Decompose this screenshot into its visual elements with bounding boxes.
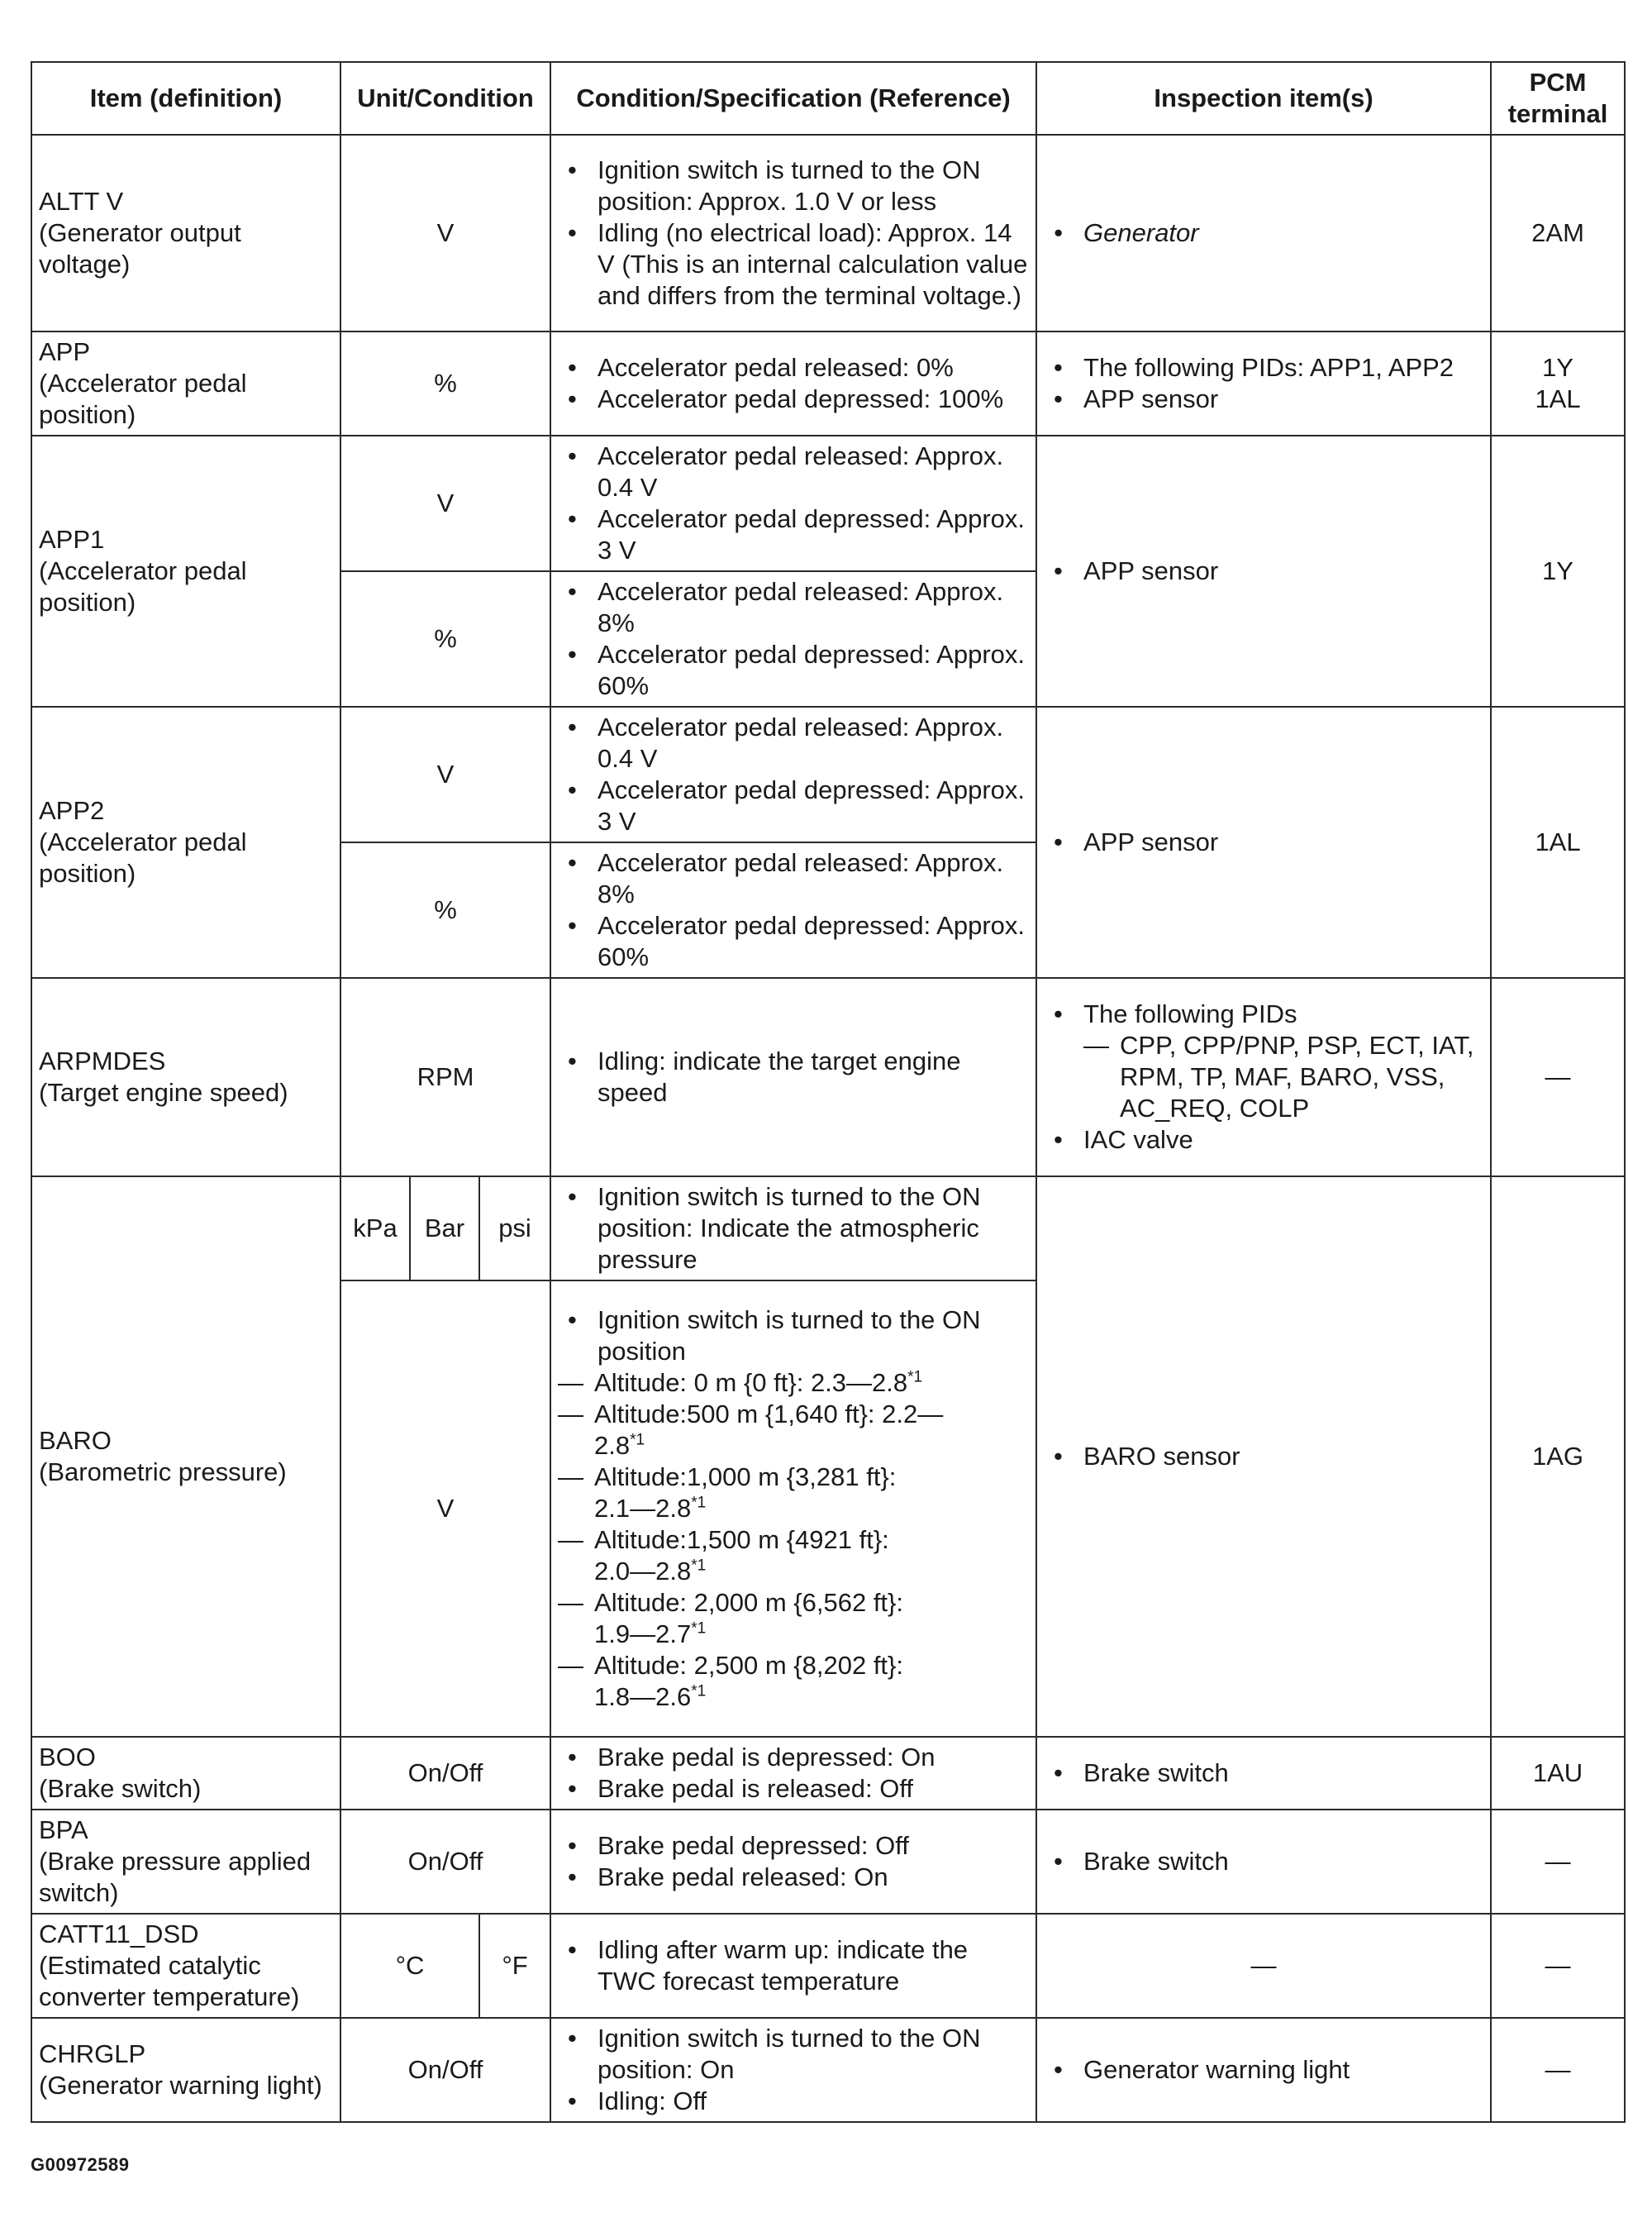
altitude-value: 2.8 [594, 1431, 631, 1460]
spec-item: • Accelerator pedal released: Approx. 0.4 V [558, 712, 1029, 775]
spec-item: • Ignition switch is turned to the ON position: Approx. 1.0 V or less [558, 155, 1029, 217]
unit-cell: V [340, 1280, 550, 1737]
inspection-cell [1036, 707, 1491, 978]
inspection-item: • The following PIDs: APP1, APP2 [1044, 352, 1483, 384]
spec-heading: Ignition switch is turned to the ON position [597, 1305, 981, 1366]
altitude-item [558, 1462, 1029, 1524]
spec-item: • Idling (no electrical load): Approx. 14 V (This is an internal calculation value and differs from the terminal voltage.) [558, 217, 1029, 312]
item-cell [31, 1176, 340, 1737]
spec-cell [550, 1737, 1036, 1810]
pcm-cell: — [1491, 2018, 1625, 2122]
inspection-item: • APP sensor [1044, 827, 1483, 858]
item-name: BOO [39, 1743, 96, 1772]
spec-item: • Ignition switch is turned to the ON position: On [558, 2023, 1029, 2086]
footnote-mark: *1 [630, 1431, 645, 1449]
unit-fahrenheit: °F [479, 1914, 550, 2018]
spec-item: • Brake pedal is released: Off [558, 1773, 1029, 1805]
item-cell [31, 436, 340, 707]
pcm-terminal: 1AL [1535, 384, 1581, 413]
footnote-mark: *1 [691, 1619, 707, 1638]
row-app [31, 331, 1625, 436]
spec-cell [550, 1810, 1036, 1914]
spec-item: • Idling after warm up: indicate the TWC forecast temperature [558, 1934, 1029, 1997]
footnote-mark: *1 [691, 1557, 707, 1575]
spec-item: • Accelerator pedal released: Approx. 8% [558, 576, 1029, 639]
footnote-mark: *1 [691, 1494, 707, 1512]
spec-item: • Accelerator pedal depressed: Approx. 3 V [558, 503, 1029, 566]
item-definition: (Barometric pressure) [39, 1457, 287, 1486]
footnote-mark: *1 [907, 1368, 923, 1386]
item-definition: (Accelerator pedal position) [39, 827, 247, 888]
inspection-subitem: — CPP, CPP/PNP, PSP, ECT, IAT, RPM, TP, MAF, BARO, VSS, AC_REQ, COLP [1083, 1030, 1483, 1124]
unit-cell: % [340, 331, 550, 436]
unit-celsius: °C [340, 1914, 479, 2018]
spec-item: • Brake pedal depressed: Off [558, 1830, 1029, 1862]
inspection-item: • Brake switch [1044, 1757, 1483, 1789]
spec-cell [550, 1176, 1036, 1280]
unit-psi: psi [479, 1176, 550, 1280]
item-cell [31, 135, 340, 331]
row-chrglp [31, 2018, 1625, 2122]
item-definition: (Brake pressure applied switch) [39, 1847, 312, 1907]
header-pcm: PCM terminal [1491, 62, 1625, 135]
altitude-item [558, 1399, 1029, 1462]
header-unit: Unit/Condition [340, 62, 550, 135]
pcm-cell: 1Y [1491, 436, 1625, 707]
altitude-value: 2.0—2.8 [594, 1557, 692, 1586]
spec-item: • Brake pedal is depressed: On [558, 1742, 1029, 1773]
inspection-item: • IAC valve [1044, 1124, 1483, 1156]
pcm-cell: 2AM [1491, 135, 1625, 331]
spec-item: • Accelerator pedal depressed: Approx. 60% [558, 639, 1029, 702]
pcm-cell: — [1491, 978, 1625, 1176]
inspection-cell [1036, 135, 1491, 331]
item-name: ALTT V [39, 187, 124, 216]
inspection-cell [1036, 331, 1491, 436]
header-row [31, 62, 1625, 135]
inspection-item: • BARO sensor [1044, 1441, 1483, 1472]
item-name: APP1 [39, 525, 105, 554]
item-cell [31, 1737, 340, 1810]
altitude-text: Altitude: 2,000 m {6,562 ft}: [594, 1588, 904, 1617]
unit-cell: V [340, 135, 550, 331]
unit-cell: % [340, 842, 550, 978]
altitude-item [558, 1650, 1029, 1713]
inspection-cell [1036, 1737, 1491, 1810]
spec-item: • Ignition switch is turned to the ON position: Indicate the atmospheric pressure [558, 1181, 1029, 1276]
item-cell [31, 978, 340, 1176]
item-name: CATT11_DSD [39, 1919, 199, 1948]
item-name: ARPMDES [39, 1047, 166, 1075]
item-name: CHRGLP [39, 2039, 146, 2068]
header-item: Item (definition) [31, 62, 340, 135]
item-cell [31, 331, 340, 436]
spec-cell [550, 707, 1036, 842]
item-name: APP2 [39, 796, 105, 825]
inspection-cell: — [1036, 1914, 1491, 2018]
item-definition: (Generator warning light) [39, 2071, 322, 2100]
item-definition: (Target engine speed) [39, 1078, 288, 1107]
unit-cell: On/Off [340, 1810, 550, 1914]
spec-item: • Accelerator pedal depressed: Approx. 60% [558, 910, 1029, 973]
altitude-text: Altitude:1,500 m {4921 ft}: [594, 1525, 889, 1554]
inspection-item: • APP sensor [1044, 384, 1483, 415]
row-app1-v [31, 436, 1625, 571]
unit-cell: RPM [340, 978, 550, 1176]
row-app2-v [31, 707, 1625, 842]
spec-cell [550, 331, 1036, 436]
altitude-text: Altitude: 2,500 m {8,202 ft}: [594, 1651, 904, 1680]
inspection-item [1044, 999, 1483, 1124]
row-baro-pressure [31, 1176, 1625, 1280]
row-arpmdes [31, 978, 1625, 1176]
spec-cell [550, 571, 1036, 707]
spec-item: • Idling: indicate the target engine speed [558, 1046, 1029, 1109]
row-altt [31, 135, 1625, 331]
pcm-cell: — [1491, 1914, 1625, 2018]
altitude-text: Altitude: 0 m {0 ft}: 2.3—2.8 [594, 1368, 908, 1397]
spec-item: • Accelerator pedal released: 0% [558, 352, 1029, 384]
spec-cell [550, 842, 1036, 978]
footnote-mark: *1 [691, 1682, 707, 1700]
inspection-cell [1036, 1810, 1491, 1914]
item-definition: (Accelerator pedal position) [39, 369, 247, 429]
item-definition: (Estimated catalytic converter temperature) [39, 1951, 300, 2011]
pcm-terminal: 1Y [1542, 353, 1573, 382]
spec-item [558, 1304, 1029, 1713]
altitude-value: 2.1—2.8 [594, 1494, 692, 1523]
item-definition: (Accelerator pedal position) [39, 556, 247, 617]
spec-item: • Accelerator pedal released: Approx. 8% [558, 847, 1029, 910]
pcm-cell [1491, 331, 1625, 436]
header-spec: Condition/Specification (Reference) [550, 62, 1036, 135]
spec-cell [550, 2018, 1036, 2122]
spec-item: • Accelerator pedal depressed: 100% [558, 384, 1029, 415]
altitude-text: Altitude:1,000 m {3,281 ft}: [594, 1462, 897, 1491]
unit-cell: On/Off [340, 2018, 550, 2122]
pcm-cell: — [1491, 1810, 1625, 1914]
spec-item: • Accelerator pedal depressed: Approx. 3 V [558, 775, 1029, 837]
spec-item: • Idling: Off [558, 2086, 1029, 2117]
spec-item: • Accelerator pedal released: Approx. 0.4 V [558, 441, 1029, 503]
unit-kpa: kPa [340, 1176, 410, 1280]
header-inspection: Inspection item(s) [1036, 62, 1491, 135]
inspection-cell [1036, 1176, 1491, 1737]
figure-code: G00972589 [31, 2154, 130, 2175]
altitude-item [558, 1367, 1029, 1399]
pid-table [31, 61, 1626, 2123]
inspection-cell [1036, 436, 1491, 707]
spec-cell [550, 1280, 1036, 1737]
inspection-item: • Generator warning light [1044, 2054, 1483, 2086]
item-name: APP [39, 337, 91, 366]
spec-item: • Brake pedal released: On [558, 1862, 1029, 1893]
unit-cell: On/Off [340, 1737, 550, 1810]
altitude-value: 1.9—2.7 [594, 1619, 692, 1648]
item-cell [31, 707, 340, 978]
pcm-cell: 1AG [1491, 1176, 1625, 1737]
inspection-item: • Generator [1044, 217, 1483, 249]
inspection-cell [1036, 2018, 1491, 2122]
inspection-heading: The following PIDs [1083, 999, 1297, 1028]
item-name: BPA [39, 1815, 88, 1844]
spec-cell [550, 978, 1036, 1176]
inspection-item: • APP sensor [1044, 556, 1483, 587]
unit-bar: Bar [410, 1176, 479, 1280]
spec-cell [550, 1914, 1036, 2018]
altitude-item [558, 1587, 1029, 1650]
spec-cell [550, 436, 1036, 571]
unit-cell: % [340, 571, 550, 707]
item-cell [31, 1810, 340, 1914]
row-catt [31, 1914, 1625, 2018]
spec-cell [550, 135, 1036, 331]
unit-cell: V [340, 436, 550, 571]
item-cell [31, 2018, 340, 2122]
unit-cell: V [340, 707, 550, 842]
item-definition: (Brake switch) [39, 1774, 202, 1803]
item-cell [31, 1914, 340, 2018]
altitude-text: Altitude:500 m {1,640 ft}: 2.2— [594, 1400, 944, 1428]
row-bpa [31, 1810, 1625, 1914]
inspection-cell [1036, 978, 1491, 1176]
inspection-item: • Brake switch [1044, 1846, 1483, 1877]
item-definition: (Generator output voltage) [39, 218, 241, 279]
altitude-item [558, 1524, 1029, 1587]
altitude-value: 1.8—2.6 [594, 1682, 692, 1711]
pcm-cell: 1AU [1491, 1737, 1625, 1810]
item-name: BARO [39, 1426, 112, 1455]
row-boo [31, 1737, 1625, 1810]
pcm-cell: 1AL [1491, 707, 1625, 978]
